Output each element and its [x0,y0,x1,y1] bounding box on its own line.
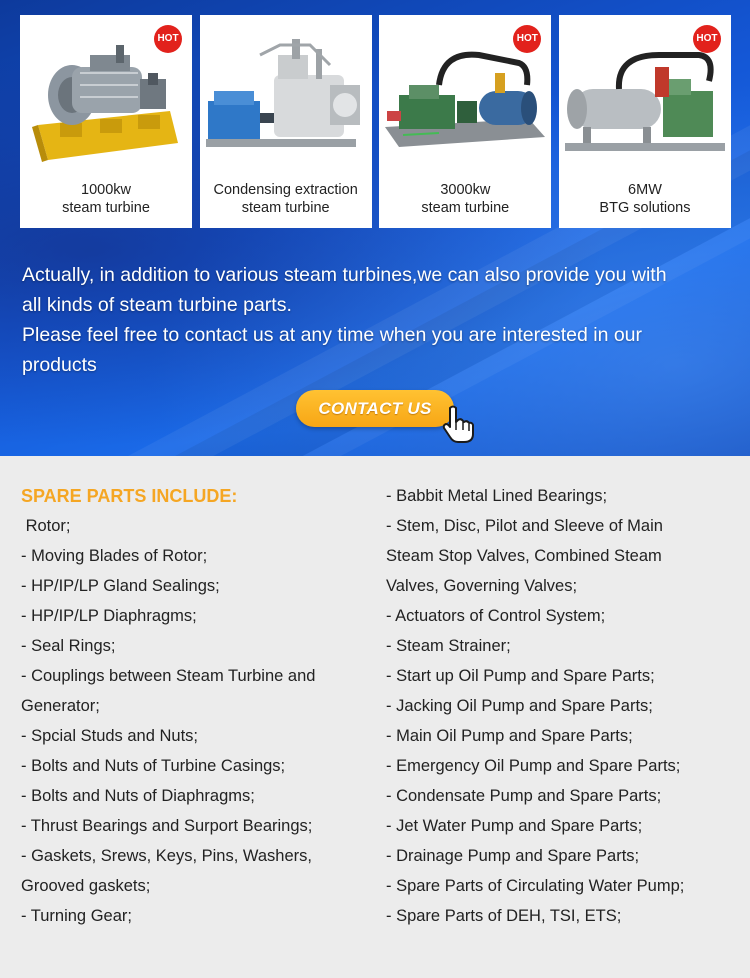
spare-part-item: - Thrust Bearings and Surport Bearings; [21,817,313,835]
product-caption [379,181,551,217]
spare-part-item: - Start up Oil Pump and Spare Parts; [386,667,655,685]
spare-part-item: - Seal Rings; [21,637,116,655]
product-type: steam turbine [241,200,330,216]
spare-part-item: - Gaskets, Srews, Keys, Pins, Washers, [21,847,312,865]
product-type: steam turbine [62,200,150,216]
intro-line: all kinds of steam turbine parts. [22,294,292,316]
product-type: BTG solutions [599,200,691,216]
intro-line: Actually, in addition to various steam turbines,we can also provide you with [22,264,667,286]
spare-part-item: Generator; [21,697,100,715]
spare-part-item: - Steam Strainer; [386,637,511,655]
spare-parts-heading: SPARE PARTS INCLUDE: [21,486,238,506]
hot-badge: HOT [154,25,182,53]
spare-part-item: - Moving Blades of Rotor; [21,547,208,565]
spare-part-item: - Jet Water Pump and Spare Parts; [386,817,643,835]
spare-part-item: - Bolts and Nuts of Turbine Casings; [21,757,286,775]
intro-line: Please feel free to contact us at any time when you are interested in our [22,324,643,346]
spare-part-item: Rotor; [21,517,71,535]
spare-part-item: - Spare Parts of Circulating Water Pump; [386,877,685,895]
spare-part-item: - Main Oil Pump and Spare Parts; [386,727,633,745]
product-name: Condensing extraction [213,182,358,198]
spare-part-item: - Emergency Oil Pump and Spare Parts; [386,757,681,775]
spare-part-item: - Condensate Pump and Spare Parts; [386,787,662,805]
product-name: 6MW [628,182,662,198]
spare-part-item: - Jacking Oil Pump and Spare Parts; [386,697,653,715]
spare-parts-right-column [386,481,736,931]
spare-part-item: Steam Stop Valves, Combined Steam [386,547,662,565]
product-name: 1000kw [81,182,131,198]
hot-badge: HOT [513,25,541,53]
product-card-1000kw[interactable] [20,15,192,228]
product-caption [559,181,731,217]
product-card-3000kw[interactable] [379,15,551,228]
spare-part-item: - Bolts and Nuts of Diaphragms; [21,787,255,805]
top-banner [0,0,750,456]
spare-part-item: - Turning Gear; [21,907,132,925]
hot-badge: HOT [693,25,721,53]
hand-pointer-icon [440,404,478,444]
spare-part-item: - Babbit Metal Lined Bearings; [386,487,608,505]
spare-part-item: - HP/IP/LP Gland Sealings; [21,577,220,595]
product-type: steam turbine [421,200,510,216]
product-caption [20,181,192,217]
spare-part-item: - Drainage Pump and Spare Parts; [386,847,640,865]
intro-line: products [22,354,97,376]
product-cards [20,15,731,228]
product-card-condensing-extraction[interactable] [200,15,372,228]
spare-part-item: - HP/IP/LP Diaphragms; [21,607,197,625]
intro-text [22,260,737,380]
contact-us-button[interactable]: CONTACT US [296,390,454,427]
product-caption [200,181,372,217]
spare-part-item: - Stem, Disc, Pilot and Sleeve of Main [386,517,663,535]
spare-part-item: Grooved gaskets; [21,877,151,895]
product-card-6mw-btg[interactable] [559,15,731,228]
spare-part-item: - Spare Parts of DEH, TSI, ETS; [386,907,622,925]
spare-part-item: - Spcial Studs and Nuts; [21,727,199,745]
spare-part-item: - Actuators of Control System; [386,607,606,625]
spare-parts-left-column [21,481,371,931]
condensing-extraction-turbine-image [200,15,372,165]
spare-part-item: - Couplings between Steam Turbine and [21,667,316,685]
spare-part-item: Valves, Governing Valves; [386,577,578,595]
spare-parts-section [0,456,750,978]
product-name: 3000kw [440,182,491,198]
